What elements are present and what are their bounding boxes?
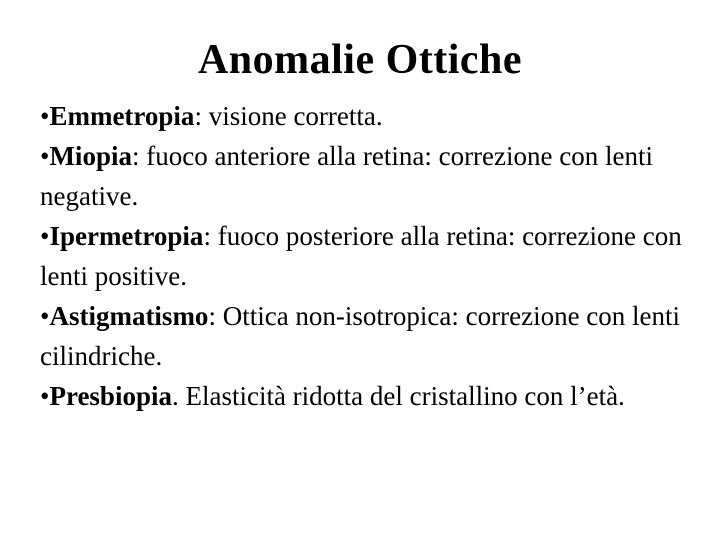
- bullet-term: Presbiopia: [49, 381, 172, 411]
- bullet-symbol: •: [40, 141, 50, 171]
- bullet-item-astigmatismo: [40, 296, 690, 376]
- bullet-item-emmetropia: [40, 96, 690, 136]
- bullet-item-ipermetropia: [40, 216, 690, 296]
- bullet-symbol: •: [40, 301, 50, 331]
- bullet-text: Ottica non-isotropica: correzione con lenti cilindriche.: [40, 301, 681, 371]
- bullet-term: Miopia: [49, 141, 132, 171]
- bullet-list: [40, 96, 690, 416]
- bullet-separator: .: [171, 381, 179, 411]
- bullet-text: visione corretta.: [201, 101, 383, 131]
- bullet-text: Elasticità ridotta del cristallino con l’età.: [178, 381, 625, 411]
- bullet-separator: :: [194, 101, 202, 131]
- bullet-separator: :: [208, 301, 216, 331]
- bullet-text: fuoco anteriore alla retina: correzione con lenti negative.: [40, 141, 653, 211]
- bullet-item-presbiopia: [40, 376, 690, 416]
- bullet-term: Emmetropia: [49, 101, 195, 131]
- slide-title: Anomalie Ottiche: [197, 37, 523, 83]
- bullet-item-miopia: [40, 136, 690, 216]
- bullet-symbol: •: [40, 381, 50, 411]
- bullet-symbol: •: [40, 101, 50, 131]
- bullet-text: fuoco posteriore alla retina: correzione con lenti positive.: [40, 221, 682, 291]
- bullet-separator: :: [131, 141, 140, 171]
- bullet-term: Astigmatismo: [49, 301, 209, 331]
- bullet-separator: :: [203, 221, 211, 251]
- bullet-term: Ipermetropia: [49, 221, 204, 251]
- bullet-symbol: •: [40, 221, 50, 251]
